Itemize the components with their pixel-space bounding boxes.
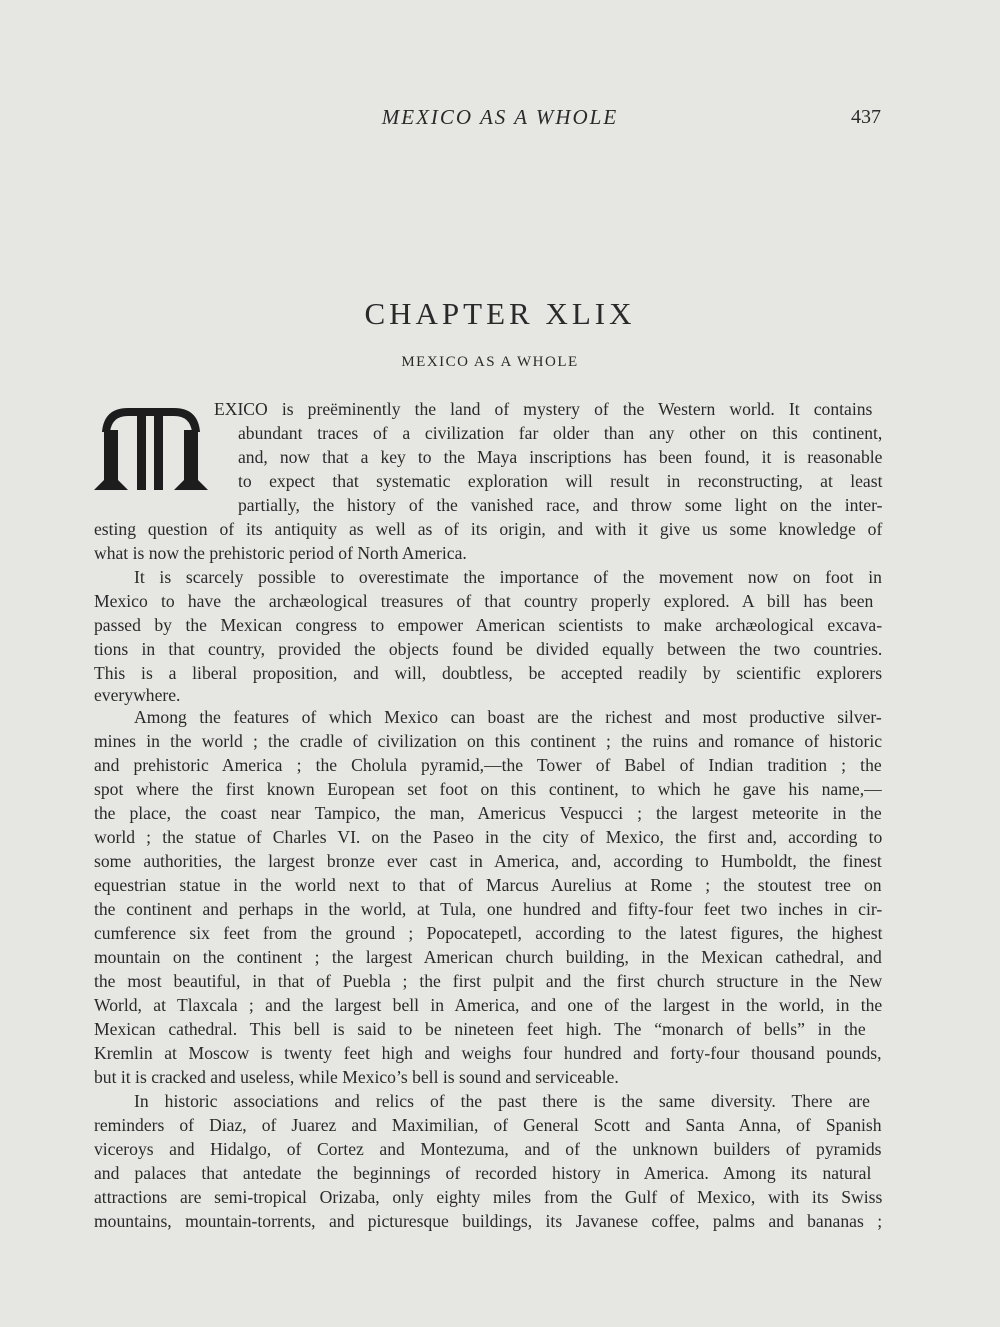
text-line: This is a liberal proposition, and will, doubtless, be accepted readily by scientific explorers bbox=[94, 663, 883, 683]
text-line: Mexico to have the archæological treasures of that country properly explored. A bill has been bbox=[94, 591, 874, 611]
text-line: and prehistoric America ; the Cholula pyramid,—the Tower of Babel of Indian tradition ; the bbox=[94, 755, 882, 775]
text-line: Among the features of which Mexico can boast are the richest and most productive silver- bbox=[134, 707, 882, 727]
page-number: 437 bbox=[851, 106, 881, 128]
text-line: the continent and perhaps in the world, at Tula, one hundred and fifty-four feet two inches in cir- bbox=[94, 899, 883, 919]
text-line: to expect that systematic exploration will result in reconstructing, at least bbox=[238, 471, 883, 491]
text-line: what is now the prehistoric period of North America. bbox=[94, 543, 467, 563]
text-line: mountains, mountain-torrents, and picturesque buildings, its Javanese coffee, palms and bananas ; bbox=[94, 1211, 883, 1231]
text-line: reminders of Diaz, of Juarez and Maximilian, of General Scott and Santa Anna, of Spanish bbox=[94, 1115, 882, 1135]
text-line: esting question of its antiquity as well as of its origin, and with it give us some knowledge of bbox=[94, 519, 883, 539]
text-line: world ; the statue of Charles VI. on the Paseo in the city of Mexico, the first and, according to bbox=[94, 827, 883, 847]
text-line: and, now that a key to the Maya inscriptions has been found, it is reasonable bbox=[238, 447, 883, 467]
text-line: In historic associations and relics of the past there is the same diversity. There are bbox=[134, 1091, 870, 1111]
text-line: passed by the Mexican congress to empower American scientists to make archæological excava- bbox=[94, 615, 883, 635]
text-line: everywhere. bbox=[94, 685, 181, 705]
text-line: abundant traces of a civilization far older than any other on this continent, bbox=[238, 423, 883, 443]
text-line: World, at Tlaxcala ; and the largest bell in America, and one of the largest in the world, in the bbox=[94, 995, 883, 1015]
ornamental-m-initial-icon bbox=[94, 402, 208, 490]
text-line: cumference six feet from the ground ; Popocatepetl, according to the latest figures, the highest bbox=[94, 923, 883, 943]
text-line: spot where the first known European set foot on this continent, to which he gave his name,— bbox=[94, 779, 882, 799]
text-line: mountain on the continent ; the largest American church building, in the Mexican cathedral, and bbox=[94, 947, 882, 967]
running-head: MEXICO AS A WHOLE bbox=[381, 105, 619, 129]
text-line: EXICO is preëminently the land of mystery of the Western world. It contains bbox=[214, 399, 873, 419]
text-line: the most beautiful, in that of Puebla ; the first pulpit and the first church structure in the New bbox=[94, 971, 883, 991]
drop-cap-m-icon bbox=[94, 402, 208, 490]
text-line: tions in that country, provided the objects found be divided equally between the two countries. bbox=[94, 639, 883, 659]
text-line: equestrian statue in the world next to that of Marcus Aurelius at Rome ; the stoutest tree on bbox=[94, 875, 882, 895]
text-line: mines in the world ; the cradle of civilization on this continent ; the ruins and romance of historic bbox=[94, 731, 883, 751]
text-line: viceroys and Hidalgo, of Cortez and Montezuma, and of the unknown builders of pyramids bbox=[94, 1139, 882, 1159]
chapter-subtitle: MEXICO AS A WHOLE bbox=[401, 354, 579, 370]
text-line: partially, the history of the vanished race, and throw some light on the inter- bbox=[238, 495, 883, 515]
text-line: Mexican cathedral. This bell is said to be nineteen feet high. The “monarch of bells” in the bbox=[94, 1019, 866, 1039]
text-line: attractions are semi-tropical Orizaba, only eighty miles from the Gulf of Mexico, with its Swiss bbox=[94, 1187, 883, 1207]
text-line: Kremlin at Moscow is twenty feet high and weighs four hundred and forty-four thousand pounds, bbox=[94, 1043, 882, 1063]
text-line: the place, the coast near Tampico, the man, Americus Vespucci ; the largest meteorite in the bbox=[94, 803, 882, 823]
text-line: and palaces that antedate the beginnings of recorded history in America. Among its natural bbox=[94, 1163, 872, 1183]
chapter-title: CHAPTER XLIX bbox=[364, 296, 636, 331]
text-line: but it is cracked and useless, while Mexico’s bell is sound and serviceable. bbox=[94, 1067, 619, 1087]
text-line: some authorities, the largest bronze ever cast in America, and, according to Humboldt, the finest bbox=[94, 851, 882, 871]
text-line: It is scarcely possible to overestimate the importance of the movement now on foot in bbox=[134, 567, 882, 587]
